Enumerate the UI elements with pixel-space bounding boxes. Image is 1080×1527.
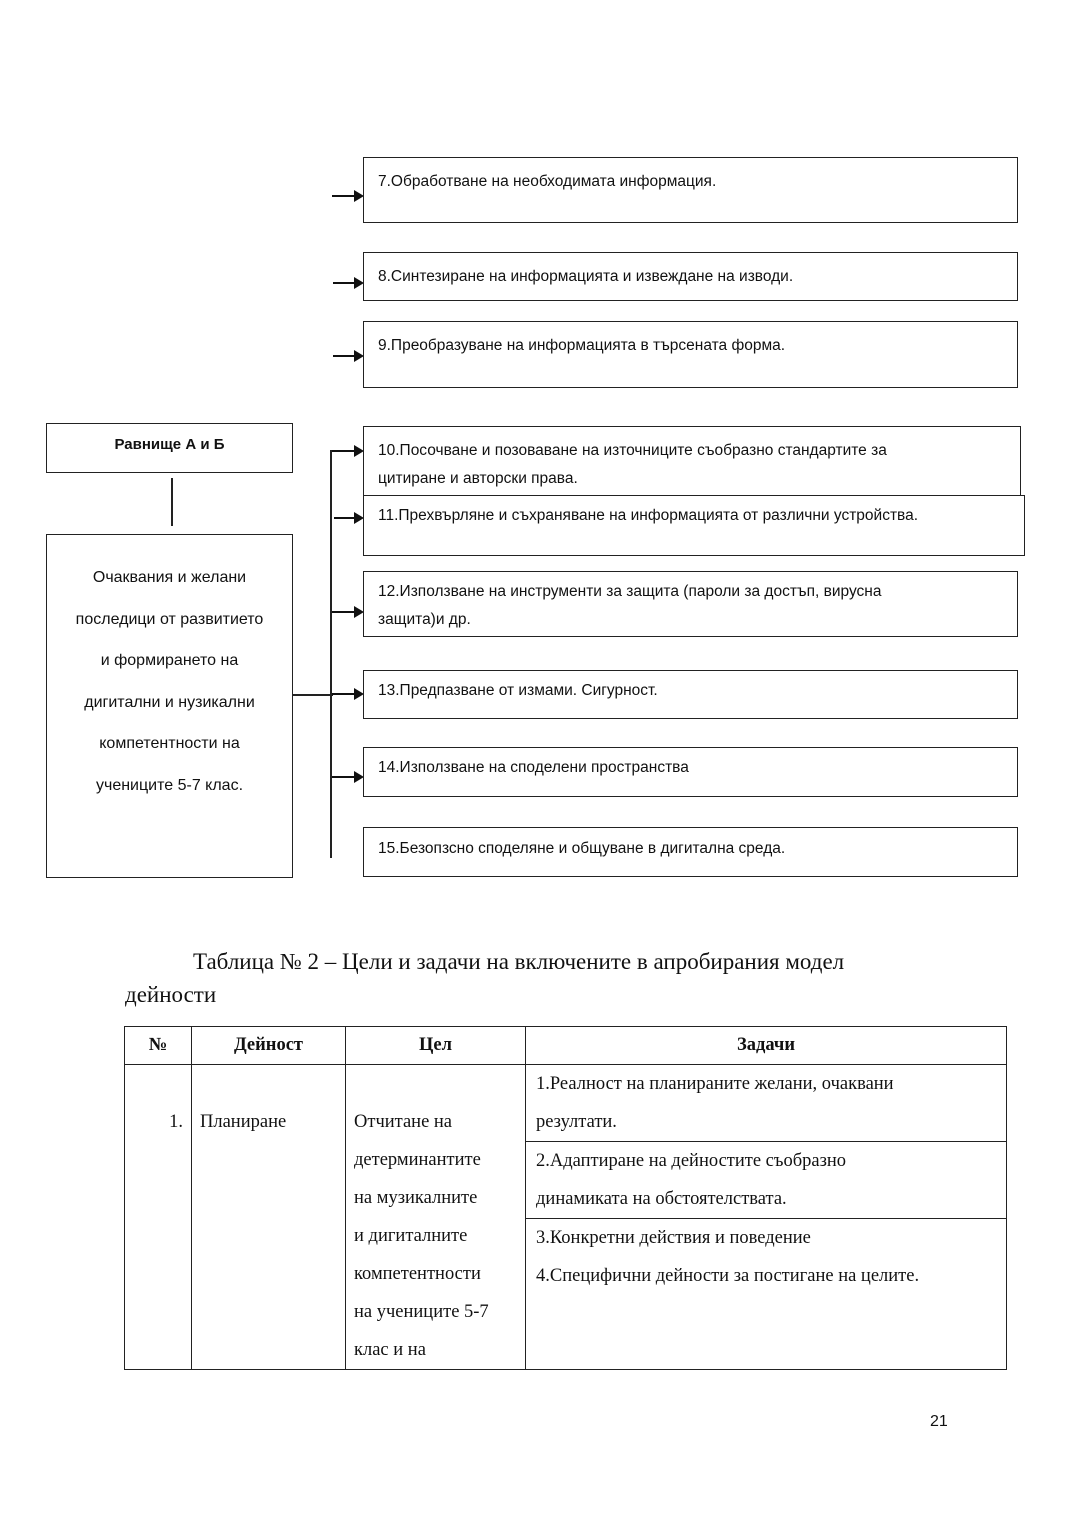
table-row [125, 1065, 1007, 1370]
header-goal: Цел [346, 1027, 526, 1065]
arrow-to-item-8 [333, 282, 362, 284]
diagram-item-11 [363, 495, 1025, 556]
table-caption [125, 945, 953, 1011]
diagram-item-15-label: 15.Безопзсно споделяне и общуване в дигитална среда. [378, 840, 786, 857]
level-box-label: Равнище А и Б [114, 436, 225, 453]
diagram-item-10 [363, 426, 1021, 496]
page-number: 21 [930, 1413, 948, 1430]
table-header-row [125, 1027, 1007, 1065]
diagram-item-9-label: 9.Преобразуване на информацията в търсената форма. [378, 337, 786, 354]
arrow-to-item-10 [332, 450, 362, 452]
diagram-item-10-label: 10.Посочване и позоваване на източниците съобразно стандартите за цитиране и авторски права. [378, 442, 887, 487]
cell-tasks [526, 1065, 1007, 1370]
header-activity: Дейност [192, 1027, 346, 1065]
diagram-item-8-label: 8.Синтезиране на информацията и извеждане на изводи. [378, 268, 794, 285]
header-tasks: Задачи [526, 1027, 1007, 1065]
table-caption-line2: дейности [125, 982, 217, 1007]
header-number: № [125, 1027, 192, 1065]
diagram-item-14-label: 14.Използване на споделени пространства [378, 759, 689, 776]
diagram-item-7-label: 7.Обработване на необходимата информация. [378, 173, 717, 190]
cell-goal [346, 1065, 526, 1370]
expectations-text: Очаквания и желани последици от развитието и формирането на дигитални и нузикални компетентности на учениците 5-7 клас. [75, 569, 264, 794]
horizontal-connector [293, 694, 333, 696]
goals-tasks-table [124, 1026, 1007, 1370]
task-item-1: 1.Реалност на планираните желани, очаквани резултати. [526, 1065, 1006, 1142]
arrow-to-item-14 [332, 776, 362, 778]
cell-activity: Планиране [192, 1065, 346, 1370]
diagram-item-8 [363, 252, 1018, 301]
diagram-item-12-label: 12.Използване на инструменти за защита (пароли за достъп, вирусна защита)и др. [378, 583, 882, 628]
arrow-to-item-13 [332, 693, 362, 695]
arrow-to-item-11 [334, 517, 362, 519]
task-item-3-4: 3.Конкретни действия и поведение 4.Специфични дейности за постигане на целите. [536, 1228, 920, 1286]
diagram-item-13 [363, 670, 1018, 719]
diagram-item-11-label: 11.Прехвърляне и съхраняване на информацията от различни устройства. [378, 507, 919, 524]
expectations-box [46, 534, 293, 878]
diagram-item-12 [363, 571, 1018, 637]
task-item-2: 2.Адаптиране на дейностите съобразно динамиката на обстоятелствата. [526, 1142, 1006, 1219]
arrow-to-item-12 [332, 611, 362, 613]
diagram-item-9 [363, 321, 1018, 388]
diagram-item-7 [363, 157, 1018, 223]
vertical-bus-line [330, 450, 332, 858]
diagram-item-15 [363, 827, 1018, 877]
level-connector-line [171, 478, 173, 526]
level-box [46, 423, 293, 473]
diagram-item-14 [363, 747, 1018, 797]
cell-number: 1. [125, 1065, 192, 1370]
arrow-to-item-7 [332, 195, 362, 197]
table-caption-line1: Таблица № 2 – Цели и задачи на включените в апробирания модел [193, 949, 845, 974]
arrow-to-item-9 [333, 355, 362, 357]
diagram-item-13-label: 13.Предпазване от измами. Сигурност. [378, 682, 658, 699]
goal-text: Отчитане на детерминантите на музикалните и дигиталните компетентности на учениците 5-7 клас и на [354, 1112, 489, 1360]
